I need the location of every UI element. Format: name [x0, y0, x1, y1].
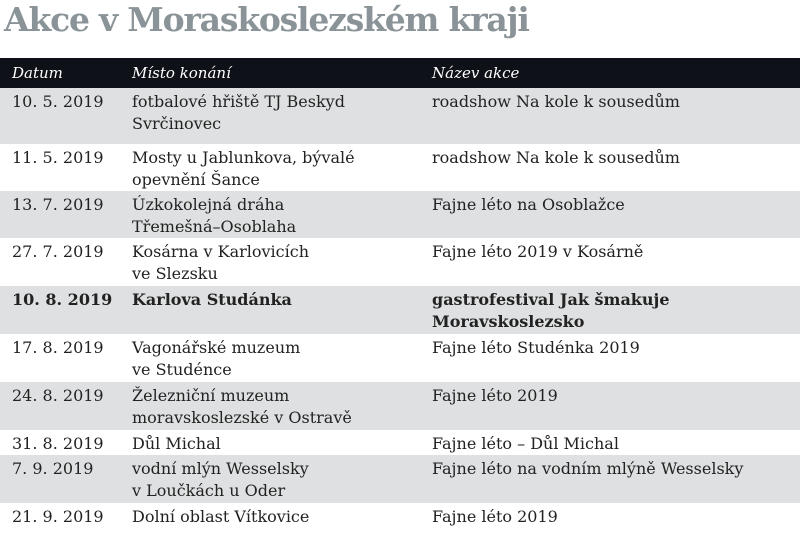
table-row [0, 238, 800, 286]
event-line: gastrofestival Jak šmakuje [432, 290, 670, 309]
place-line: moravskoslezské v Ostravě [132, 408, 352, 427]
cell-date: 10. 5. 2019 [0, 88, 132, 144]
event-line: Fajne léto 2019 v Kosárně [432, 242, 644, 261]
table-row [0, 334, 800, 382]
cell-event [432, 430, 800, 455]
table-row [0, 144, 800, 191]
table-row [0, 191, 800, 238]
table-row [0, 286, 800, 334]
header-date: Datum [0, 58, 132, 88]
place-line: vodní mlýn Wesselsky [132, 459, 309, 478]
event-line: Moravskoslezsko [432, 312, 585, 331]
cell-date: 31. 8. 2019 [0, 430, 132, 455]
place-line: fotbalové hřiště TJ Beskyd [132, 92, 345, 111]
cell-place [132, 382, 432, 430]
cell-place [132, 191, 432, 238]
events-table [0, 58, 800, 528]
event-line: Fajne léto na Osoblažce [432, 195, 625, 214]
cell-place [132, 238, 432, 286]
place-line: Třemešná–Osoblaha [132, 217, 297, 236]
cell-place [132, 455, 432, 503]
place-line: Vagonářské muzeum [132, 338, 301, 357]
place-line: Karlova Studánka [132, 290, 292, 309]
event-line: Fajne léto na vodním mlýně Wesselsky [432, 459, 744, 478]
place-line: Kosárna v Karlovicích [132, 242, 309, 261]
cell-place [132, 88, 432, 144]
event-line: Fajne léto – Důl Michal [432, 434, 619, 453]
cell-event [432, 286, 800, 334]
event-line: Fajne léto Studénka 2019 [432, 338, 640, 357]
place-line: ve Studénce [132, 360, 232, 379]
table-row [0, 430, 800, 455]
cell-event [432, 144, 800, 191]
place-line: Mosty u Jablunkova, bývalé [132, 148, 355, 167]
event-line: Fajne léto 2019 [432, 386, 558, 405]
cell-place [132, 430, 432, 455]
event-line: Fajne léto 2019 [432, 507, 558, 526]
place-line: Dolní oblast Vítkovice [132, 507, 310, 526]
table-header-row [0, 58, 800, 88]
place-line: Důl Michal [132, 434, 221, 453]
cell-event [432, 88, 800, 144]
cell-date: 13. 7. 2019 [0, 191, 132, 238]
place-line: Železniční muzeum [132, 386, 290, 405]
cell-date: 21. 9. 2019 [0, 503, 132, 528]
cell-event [432, 191, 800, 238]
cell-event [432, 503, 800, 528]
table-row [0, 503, 800, 528]
table-row [0, 382, 800, 430]
place-line: opevnění Šance [132, 170, 260, 189]
table-row [0, 88, 800, 144]
cell-place [132, 286, 432, 334]
cell-event [432, 455, 800, 503]
cell-place [132, 503, 432, 528]
cell-event [432, 382, 800, 430]
cell-date: 17. 8. 2019 [0, 334, 132, 382]
cell-place [132, 144, 432, 191]
cell-place [132, 334, 432, 382]
cell-event [432, 334, 800, 382]
event-line: roadshow Na kole k sousedům [432, 148, 680, 167]
place-line: Svrčinovec [132, 114, 222, 133]
cell-date: 27. 7. 2019 [0, 238, 132, 286]
page-title: Akce v Moraskoslezském kraji [4, 0, 529, 39]
cell-date: 10. 8. 2019 [0, 286, 132, 334]
cell-date: 7. 9. 2019 [0, 455, 132, 503]
place-line: Úzkokolejná dráha [132, 195, 285, 214]
place-line: v Loučkách u Oder [132, 481, 286, 500]
header-place: Místo konání [132, 58, 432, 88]
cell-date: 11. 5. 2019 [0, 144, 132, 191]
cell-event [432, 238, 800, 286]
cell-date: 24. 8. 2019 [0, 382, 132, 430]
event-line: roadshow Na kole k sousedům [432, 92, 680, 111]
header-event: Název akce [432, 58, 800, 88]
table-row [0, 455, 800, 503]
place-line: ve Slezsku [132, 264, 218, 283]
